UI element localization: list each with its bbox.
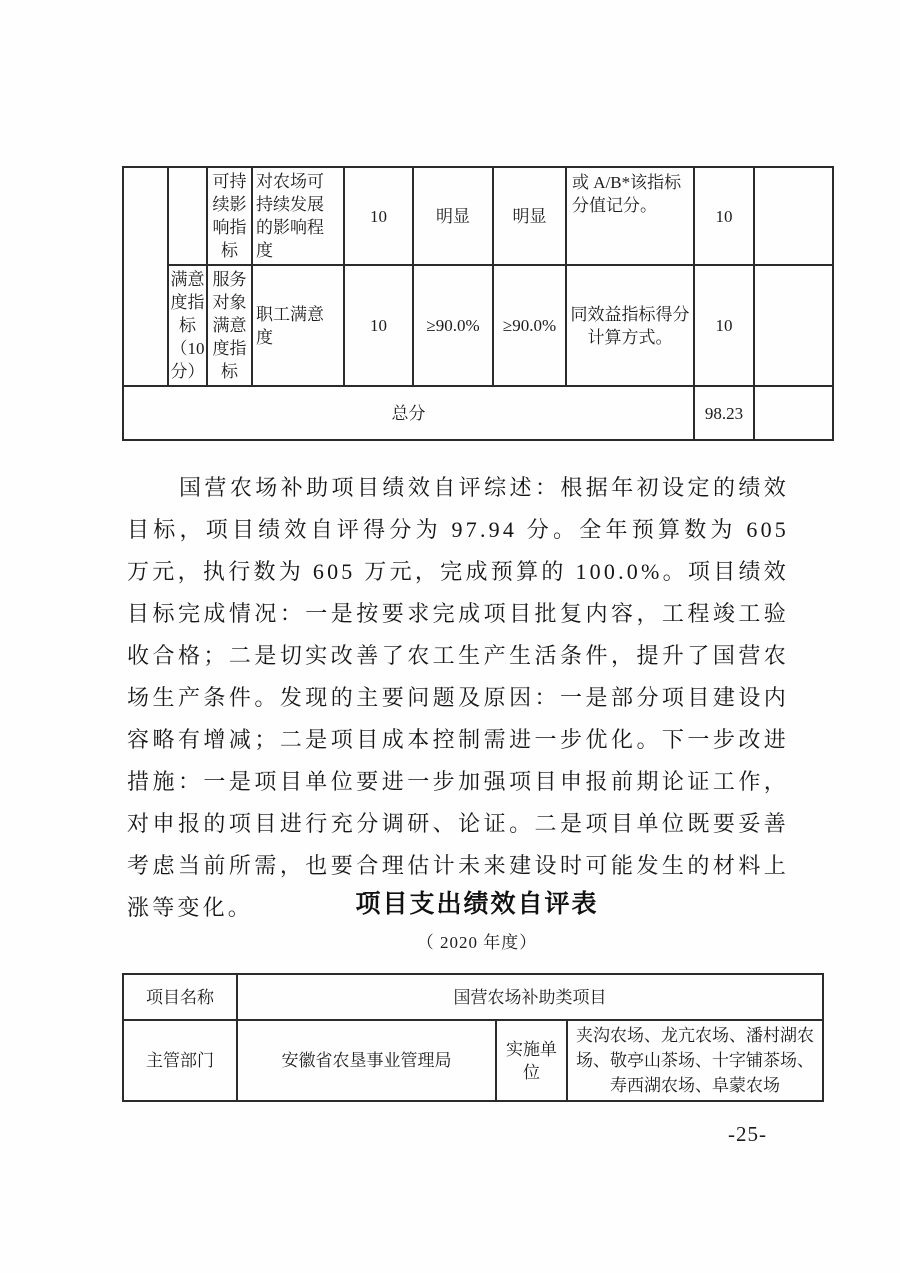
department-value-cell: 安徽省农垦事业管理局 — [237, 1020, 496, 1101]
weight-cell: 10 — [344, 167, 413, 265]
project-name-label-cell: 项目名称 — [123, 974, 237, 1020]
score-cell: 10 — [694, 265, 754, 386]
level2-indicator-cell: 满意度指标（10分） — [168, 265, 207, 386]
total-score-cell: 98.23 — [694, 386, 754, 440]
total-row — [123, 386, 833, 440]
indicator-group-cell: 可持续影响指标 — [207, 167, 252, 265]
indicator-name-cell: 职工满意度 — [252, 265, 344, 386]
project-name-value-cell: 国营农场补助类项目 — [237, 974, 823, 1020]
level2-indicator-cell — [168, 167, 207, 265]
total-label-cell: 总分 — [123, 386, 694, 440]
actual-value-cell: 明显 — [493, 167, 566, 265]
remark-cell — [754, 167, 833, 265]
weight-cell: 10 — [344, 265, 413, 386]
total-remark-cell — [754, 386, 833, 440]
score-continuation-table — [122, 166, 834, 441]
implementing-unit-label-cell: 实施单位 — [496, 1020, 567, 1101]
department-label-cell: 主管部门 — [123, 1020, 237, 1101]
scoring-note-cell: 同效益指标得分计算方式。 — [566, 265, 694, 386]
indicator-name-cell: 对农场可持续发展的影响程度 — [252, 167, 344, 265]
self-eval-form-title: 项目支出绩效自评表 — [355, 890, 599, 918]
self-eval-table-section — [122, 973, 824, 1102]
score-cell: 10 — [694, 167, 754, 265]
level1-indicator-cell — [123, 167, 168, 386]
scoring-note-cell: 或 A/B*该指标分值记分。 — [566, 167, 694, 265]
score-table-section — [122, 166, 834, 441]
actual-value-cell: ≥90.0% — [493, 265, 566, 386]
self-eval-table — [122, 973, 824, 1102]
page-number: -25- — [728, 1122, 767, 1146]
annual-target-cell: 明显 — [413, 167, 493, 265]
implementing-unit-value-cell: 夹沟农场、龙亢农场、潘村湖农场、敬亭山茶场、十字铺茶场、寿西湖农场、阜蒙农场 — [567, 1020, 823, 1101]
indicator-group-cell: 服务对象满意度指标 — [207, 265, 252, 386]
remark-cell — [754, 265, 833, 386]
annual-target-cell: ≥90.0% — [413, 265, 493, 386]
self-evaluation-summary-paragraph: 国营农场补助项目绩效自评综述：根据年初设定的绩效目标，项目绩效自评得分为 97.94 分。全年预算数为 605 万元，执行数为 605 万元，完成预算的 100.0%。项目绩效目标完成情况：一是按要求完成项目批复内容，工程竣工验收合格；二是切实改善了农工生产生活条件，提升了国营农场生产条件。发现的主要问题及原因：一是部分项目建设内容略有增减；二是项目成本控制需进一步优化。下一步改进措施：一是项目单位要进一步加强项目申报前期论证工作，对申报的项目进行充分调研、论证。二是项目单位既要妥善考虑当前所需，也要合理估计未来建设时可能发生的材料上涨等变化。 — [127, 475, 789, 920]
self-eval-form-year: （ 2020 年度） — [416, 933, 538, 952]
